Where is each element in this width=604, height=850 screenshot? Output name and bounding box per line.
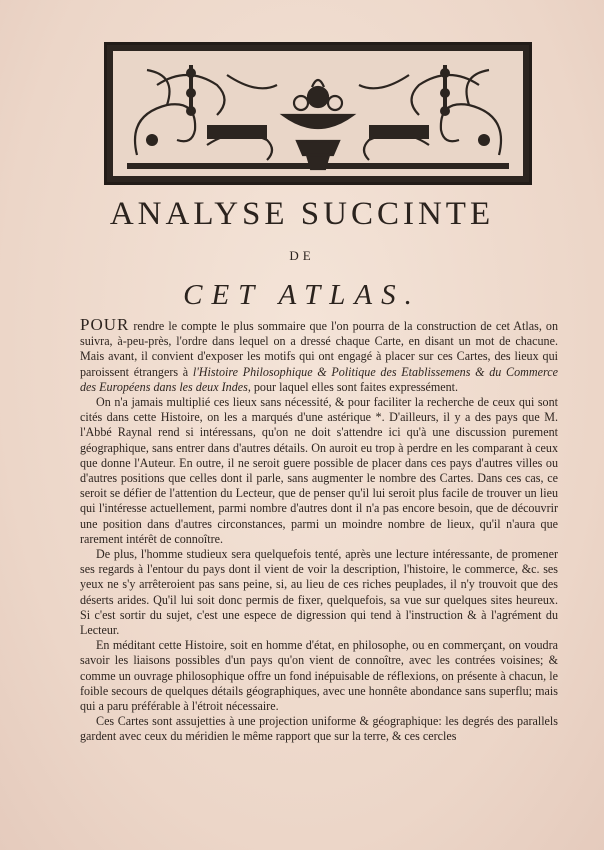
body-text (80, 317, 558, 745)
paragraph-5: Ces Cartes sont assujetties à une projection uniforme & géographique: les degrés des parallels gardent avec ceux du méridien le même rapport que sur la terre, & ces cercles (80, 714, 558, 744)
paragraph-2: On n'a jamais multiplié ces lieux sans nécessité, & pour faciliter la recherche de ceux qui sont cités dans cette Histoire, on les a marqués d'une astérique *. D'ailleurs, il y a des pays que M. l'Abbé Raynal rend si intéressans, qu'on ne doit s'attendre ici qu'à une discussion purement géographique, sans entrer dans d'autres détails. On auroit eu trop à perdre en les comparant à ceux que donne l'Auteur. En outre, il ne seroit guere possible de placer dans ces pays d'autres villes ou d'autres positions que celles dont il parle, sans augmenter le nombre des Cartes. Dans ces cas, ce seroit se défier de l'attention du Lecteur, que de penser qu'il lui seroit plus facile de trouver un lieu qui l'intéresse actuellement, parmi nombre d'autres dont il n'a pas encore besoin, que de découvrir une position dans d'autres circonstances, parmi un moindre nombre de lieux, qu'il n'aura que rarement intérêt de connoître. (80, 395, 558, 546)
paragraph-1: POUR rendre le compte le plus sommaire que l'on pourra de la construction de cet Atlas, on suivra, à-peu-près, l'ordre dans lequel on a dressé chaque Carte, en disant un mot de chacune. Mais avant, il convient d'exposer les motifs qui ont engagé à placer sur ces Cartes, des lieux qui paroissent étrangers à l'Histoire Philosophique & Politique des Etablissemens & du Commerce des Européens dans les deux Indes, pour laquel elles sont faites expressément. (80, 315, 558, 394)
book-title-reference: l'Histoire Philosophique & Politique des Etablissemens & du Commerce des Européens dans les deux Indes (80, 364, 558, 394)
paragraph-3: De plus, l'homme studieux sera quelquefois tenté, après une lecture intéressante, de promener ses regards à l'entour du pays dont il vient de voir la description, l'histoire, le commerce, &c. ses yeux ne s'y arrêteroient pas sans peine, si, au lieu de ces riches peuplades, il n'y trouvoit que des déserts arides. Qu'il lui soit donc permis de fixer, quelquefois, sa vue sur quelques sites heureux. Si c'est sortir du sujet, c'est une espece de digression qui tend à l'instruction & à l'agrément du Lecteur. (80, 547, 558, 638)
title-connector: DE (289, 248, 315, 263)
page-subtitle: CET ATLAS. (183, 279, 421, 311)
paragraph-4: En méditant cette Histoire, soit en homme d'état, en philosophe, ou en commerçant, on voudra savoir les liaisons possibles d'un pays qu'on vient de connoître, avec les contrées voisines; & comme un ouvrage philosophique offre un fond inépuisable de réflexions, on présente à chacun, le foible secours de quelques détails géographiques, avec une honnête abondance sans superflu; mais qui a paru préférable à l'étroit nécessaire. (80, 638, 558, 714)
ornamental-headpiece (104, 42, 532, 185)
page-title: ANALYSE SUCCINTE (109, 196, 495, 232)
opening-word: POUR (80, 315, 130, 334)
